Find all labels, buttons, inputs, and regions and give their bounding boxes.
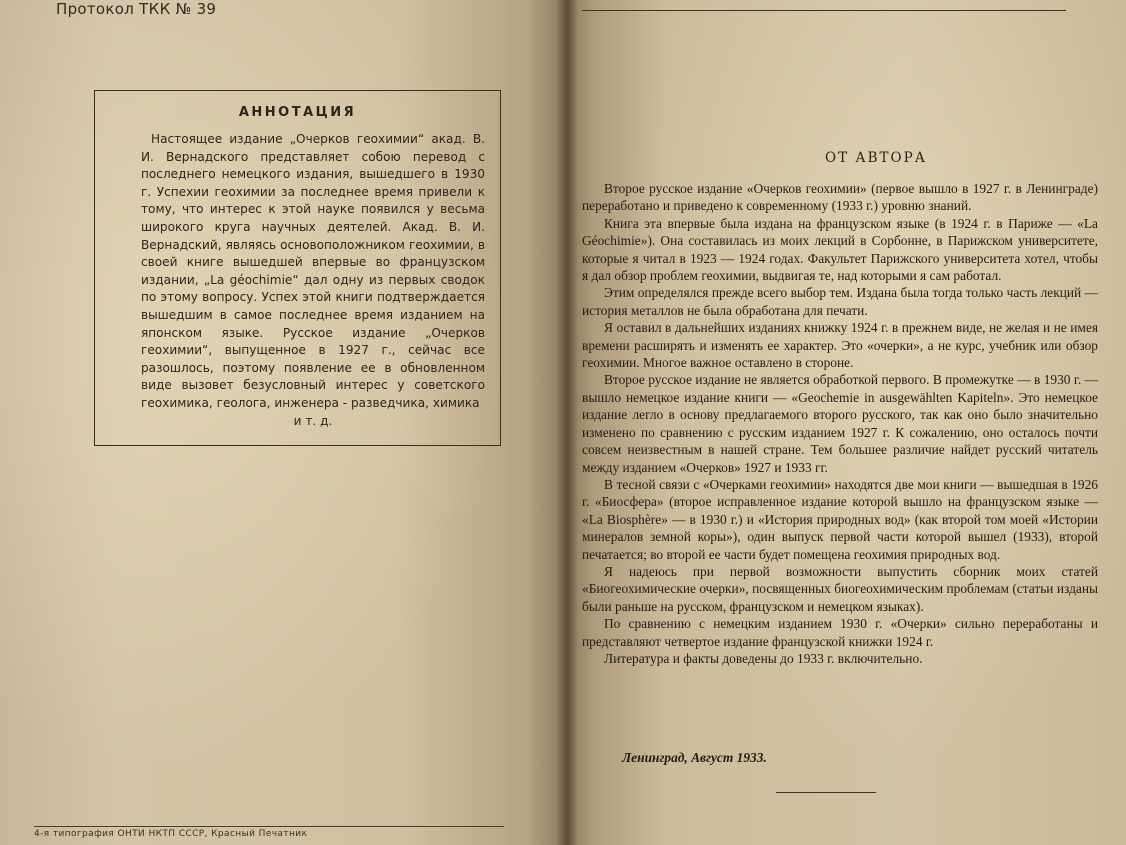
preface-paragraph: Этим определялся прежде всего выбор тем. Издана была тогда только часть лекций — история металлов не была обработана для печати. (582, 285, 1098, 318)
bottom-rule (776, 792, 876, 793)
preface-paragraph: Второе русское издание «Очерков геохимии» (первое вышло в 1927 г. в Ленинграде) переработано и приведено к современному (1933 г.) уровню знаний. (582, 181, 1098, 214)
preface-paragraph: Я надеюсь при первой возможности выпустить сборник моих статей «Биогеохимические очерки», посвященных биогеохимическим проблемам (статьи изданы были раньше на русском, французском и немецком языках). (582, 563, 1098, 614)
preface-paragraph: Второе русское издание не является обработкой первого. В промежутке — в 1930 г. — вышло немецкое издание книги — «Geochemie in ausgewählten Kapiteln». Это немецкое издание легло в основу предлагаемого второго русского, так как оно было значительно изменено по сравнению с русским изданием 1927 г. К сожалению, оно осталось почти совсем неизвестным в нашей стране. Тем большее различие найдет русский читатель между изданием «Очерков» 1927 и 1933 гг. (582, 372, 1098, 475)
preface-paragraph: В тесной связи с «Очерками геохимии» находятся две мои книги — вышедшая в 1926 г. «Биосфера» (второе исправленное издание которой вышло на французском языке — «La Biosphère» — в 1930 г.) и «История природных вод» (как второй том моей «Истории минералов земной коры»), один выпуск первой части которой вышел (1933), второй печатается; во второй ее части будет помещена геохимия природных вод. (582, 476, 1098, 562)
top-rule (582, 10, 1066, 11)
author-heading: ОТ АВТОРА (825, 150, 927, 166)
annotation-text: Настоящее издание „Очерков геохимии“ акад. В. И. Вернадского представляет собою перевод с последнего немецкого издания, вышедшего в 1930 г. Успехии геохимии за последнее время привели к тому, что интерес к этой науке появился у весьма широкого круга научных деятелей. Акад. В. И. Вернадский, являясь основоположником геохимии, в своей книге вышедшей впервые во французском издании, „La géochimie“ дал одну из первых сводок по этому вопросу. Успех этой книги подтверждается вышедшим в самое последнее время изданием на японском языке. Русское издание „Очерков геохимии“, выпущенное в 1927 г., сейчас все разошлось, поэтому появление ее в обновленном виде вызовет безусловный интерес у советского геохимика, геолога, инженера - разведчика, химика (141, 132, 485, 410)
book-gutter (556, 0, 578, 845)
annotation-box (94, 90, 501, 446)
right-page (566, 0, 1126, 845)
preface-paragraph: По сравнению с немецким изданием 1930 г. «Очерки» сильно переработаны и представляют четвертое издание французской книжки 1924 г. (582, 616, 1098, 649)
annotation-body (141, 131, 485, 430)
protocol-header: Протокол ТКК № 39 (56, 0, 217, 18)
preface-paragraph: Я оставил в дальнейших изданиях книжку 1924 г. в прежнем виде, не желая и не имея времени расширять и изменять ее характер. Это «очерки», а не курс, учебник или обзор геохимии. Многое важное оставлено в стороне. (582, 320, 1098, 371)
place-and-date: Ленинград, Август 1933. (622, 750, 767, 765)
annotation-title: АННОТАЦИЯ (238, 105, 357, 120)
printer-imprint: 4-я типография ОНТИ НКТП СССР, Красный Печатник (34, 826, 504, 839)
preface-paragraph: Литература и факты доведены до 1933 г. включительно. (604, 650, 923, 666)
author-preface-text (582, 180, 1098, 667)
annotation-ending: и т. д. (293, 413, 333, 428)
preface-paragraph: Книга эта впервые была издана на французском языке (в 1924 г. в Париже — «La Géochimie»). Она составилась из моих лекций в Сорбонне, в Парижском университете, которые я читал в 1923 — 1924 годах. Факультет Парижского университета хотел, чтобы я дал обзор проблем геохимии, выдвигая те, над которыми я сам работал. (582, 215, 1098, 284)
